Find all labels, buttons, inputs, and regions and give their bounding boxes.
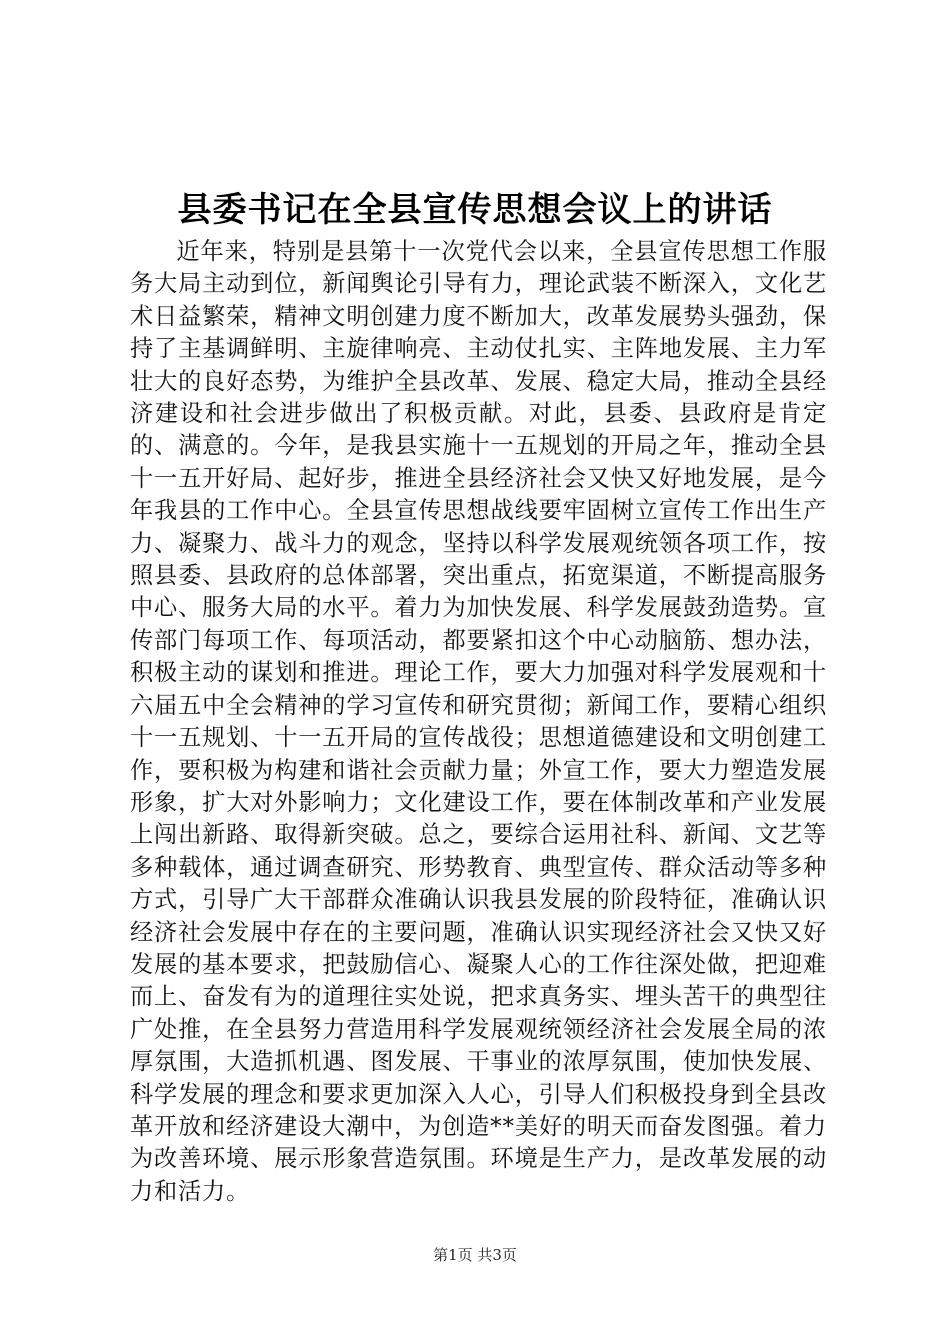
document-body-paragraph: 近年来，特别是县第十一次党代会以来，全县宣传思想工作服务大局主动到位，新闻舆论引导有力，理论武装不断深入，文化艺术日益繁荣，精神文明创建力度不断加大，改革发展势头强劲，保持了主基调鲜明、主旋律响亮、主动仗扎实、主阵地发展、主力军壮大的良好态势，为维护全县改革、发展、稳定大局，推动全县经济建设和社会进步做出了积极贡献。对此，县委、县政府是肯定的、满意的。今年，是我县实施十一五规划的开局之年，推动全县十一五开好局、起好步，推进全县经济社会又快又好地发展，是今年我县的工作中心。全县宣传思想战线要牢固树立宣传工作出生产力、凝聚力、战斗力的观念，坚持以科学发展观统领各项工作，按照县委、县政府的总体部署，突出重点，拓宽渠道，不断提高服务中心、服务大局的水平。着力为加快发展、科学发展鼓劲造势。宣传部门每项工作、每项活动，都要紧扣这个中心动脑筋、想办法，积极主动的谋划和推进。理论工作，要大力加强对科学发展观和十六届五中全会精神的学习宣传和研究贯彻；新闻工作，要精心组织十一五规划、十一五开局的宣传战役；思想道德建设和文明创建工作，要积极为构建和谐社会贡献力量；外宣工作，要大力塑造发展形象，扩大对外影响力；文化建设工作，要在体制改革和产业发展上闯出新路、取得新突破。总之，要综合运用社科、新闻、文艺等多种载体，通过调查研究、形势教育、典型宣传、群众活动等多种方式，引导广大干部群众准确认识我县发展的阶段特征，准确认识经济社会发展中存在的主要问题，准确认识实现经济社会又快又好发展的基本要求，把鼓励信心、凝聚人心的工作往深处做，把迎难而上、奋发有为的道理往实处说，把求真务实、埋头苦干的典型往广处推，在全县努力营造用科学发展观统领经济社会发展全局的浓厚氛围，大造抓机遇、图发展、干事业的浓厚氛围，使加快发展、科学发展的理念和要求更加深入人心，引导人们积极投身到全县改革开放和经济建设大潮中，为创造**美好的明天而奋发图强。着力为改善环境、展示形象营造氛围。环境是生产力，是改革发展的动力和活力。 — [130, 238, 827, 1205]
document-title: 县委书记在全县宣传思想会议上的讲话 — [177, 190, 773, 230]
page-number-footer: 第1页 共3页 — [433, 1246, 517, 1264]
